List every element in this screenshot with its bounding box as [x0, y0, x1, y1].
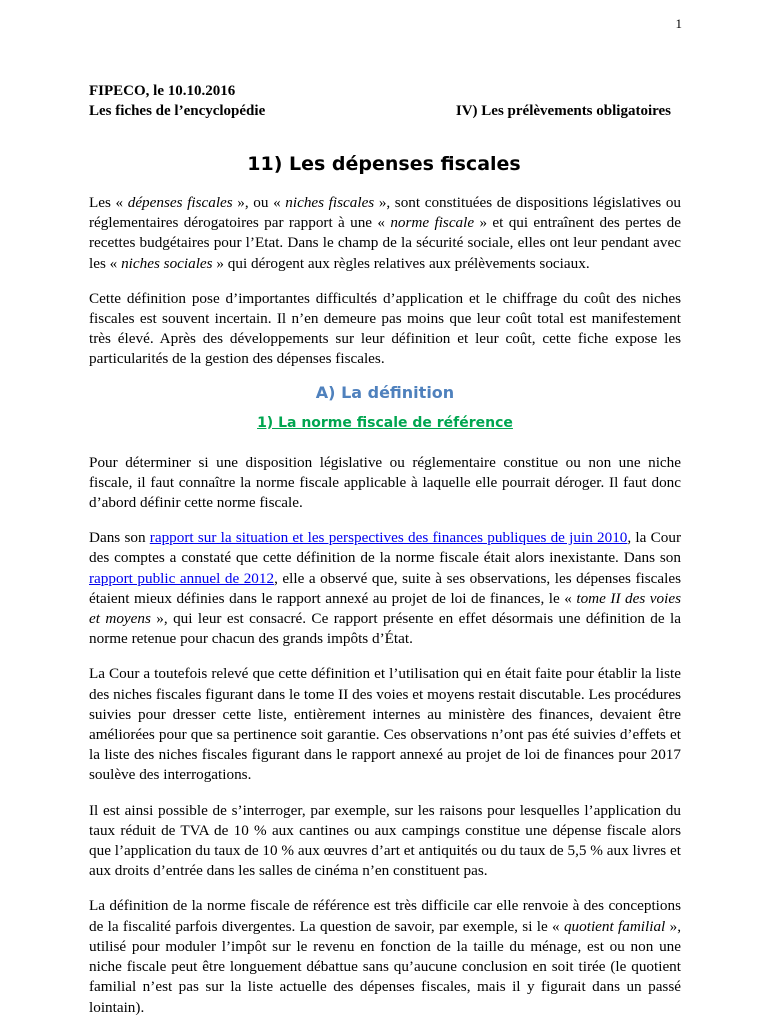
text-run: , la Cour des comptes a constaté que cette définition de la norme fiscale était alors inexistante. Dans son: [89, 529, 682, 567]
text-run: La définition de la norme fiscale de référence est très difficile car elle renvoie à des conceptions de la fiscalité parfois divergentes. La question de savoir, par exemple, si le «: [89, 897, 681, 935]
rapport-public-2012-link[interactable]: rapport public annuel de 2012: [89, 569, 275, 587]
italic-term: quotient familial: [563, 917, 666, 935]
italic-term: dépenses fiscales: [127, 194, 233, 211]
italic-term: tome II des voies et moyens: [89, 589, 681, 628]
header-series: Les fiches de l’encyclopédie: [89, 103, 266, 119]
text-run: », utilisé pour moduler l’impôt sur le revenu en fonction de la taille du ménage, est ou non une niche fiscale peut être longuement débattue sans qu’aucune conclusion en soit tirée (le quotient familial n’est pas sur la liste actuelle des dépenses fiscales, mais il y figurait dans un passé lointain).: [89, 917, 682, 1016]
document-header: [89, 81, 681, 121]
header-chapter: IV) Les prélèvements obligatoires: [455, 103, 671, 119]
header-row: [89, 101, 681, 121]
subsection-heading-1: 1) La norme fiscale de référence: [257, 414, 513, 431]
text-run: » qui dérogent aux règles relatives aux prélèvements sociaux.: [212, 254, 590, 272]
italic-term: niches fiscales: [285, 194, 375, 211]
intro-paragraph-1: [89, 193, 681, 274]
text-run: » et qui entraînent des pertes de recettes budgétaires pour l’Etat. Dans le champ de la sécurité sociale, elles ont leur pendant avec les «: [89, 214, 682, 272]
section-a-paragraph-5: [89, 896, 681, 1017]
section-a-paragraph-1: Pour déterminer si une disposition législative ou réglementaire constitue ou non une niche fiscale, il faut connaître la norme fiscale applicable à laquelle elle pourrait déroger. Il faut donc d’abord définir cette norme fiscale.: [89, 453, 681, 512]
section-a-paragraph-4: Il est ainsi possible de s’interroger, par exemple, sur les raisons pour lesquelles l’application du taux réduit de TVA de 10 % aux cantines ou aux campings constitue une dépense fiscale alors que l’application du taux de 10 % aux œuvres d’art et antiquités ou du taux de 5,5 % aux livres et aux droits d’entrée dans les salles de cinéma n’en constituent pas.: [89, 801, 681, 880]
document-body: [89, 193, 681, 1033]
section-a-paragraph-3: La Cour a toutefois relevé que cette définition et l’utilisation qui en était faite pour établir la liste des niches fiscales figurant dans le tome II des voies et moyens restait discutable. Les procédures suivies pour dresser cette liste, entièrement internes au ministère des finances, devaient être améliorées pour que sa pertinence soit garantie. Ces observations n’ont pas été suivies d’effets et la liste des niches fiscales figurant dans le rapport annexé au projet de loi de finances pour 2017 soulève des interrogations.: [89, 665, 681, 784]
text-run: Les «: [89, 194, 128, 211]
page-number: 1: [675, 16, 682, 31]
italic-term: norme fiscale: [390, 214, 475, 232]
text-run: », qui leur est consacré. Ce rapport présente en effet désormais une définition de la norme retenue pour chacun des grands impôts d’État.: [89, 610, 681, 648]
page-title: 11) Les dépenses fiscales: [247, 153, 521, 175]
text-run: , elle a observé que, suite à ses observations, les dépenses fiscales étaient mieux définies dans le rapport annexé au projet de loi de finances, le «: [89, 569, 682, 607]
section-a-paragraph-2: [89, 528, 681, 649]
text-run: », ou «: [232, 194, 286, 211]
header-date-line: FIPECO, le 10.10.2016: [89, 83, 236, 99]
intro-paragraph-2: Cette définition pose d’importantes difficultés d’application et le chiffrage du coût des niches fiscales est souvent incertain. Il n’en demeure pas moins que leur coût total est manifestement très élevé. Après des développements sur leur définition et leur coût, cette fiche expose les particularités de la gestion des dépenses fiscales.: [89, 289, 681, 368]
text-run: Dans son: [89, 529, 150, 547]
cour-des-comptes-report-2010-link[interactable]: rapport sur la situation et les perspectives des finances publiques de juin 2010: [149, 529, 628, 547]
text-run: », sont constituées de dispositions législatives ou réglementaires dérogatoires par rapport à une «: [89, 194, 682, 232]
section-heading-a: A) La définition: [315, 382, 455, 402]
italic-term: niches sociales: [121, 254, 213, 272]
